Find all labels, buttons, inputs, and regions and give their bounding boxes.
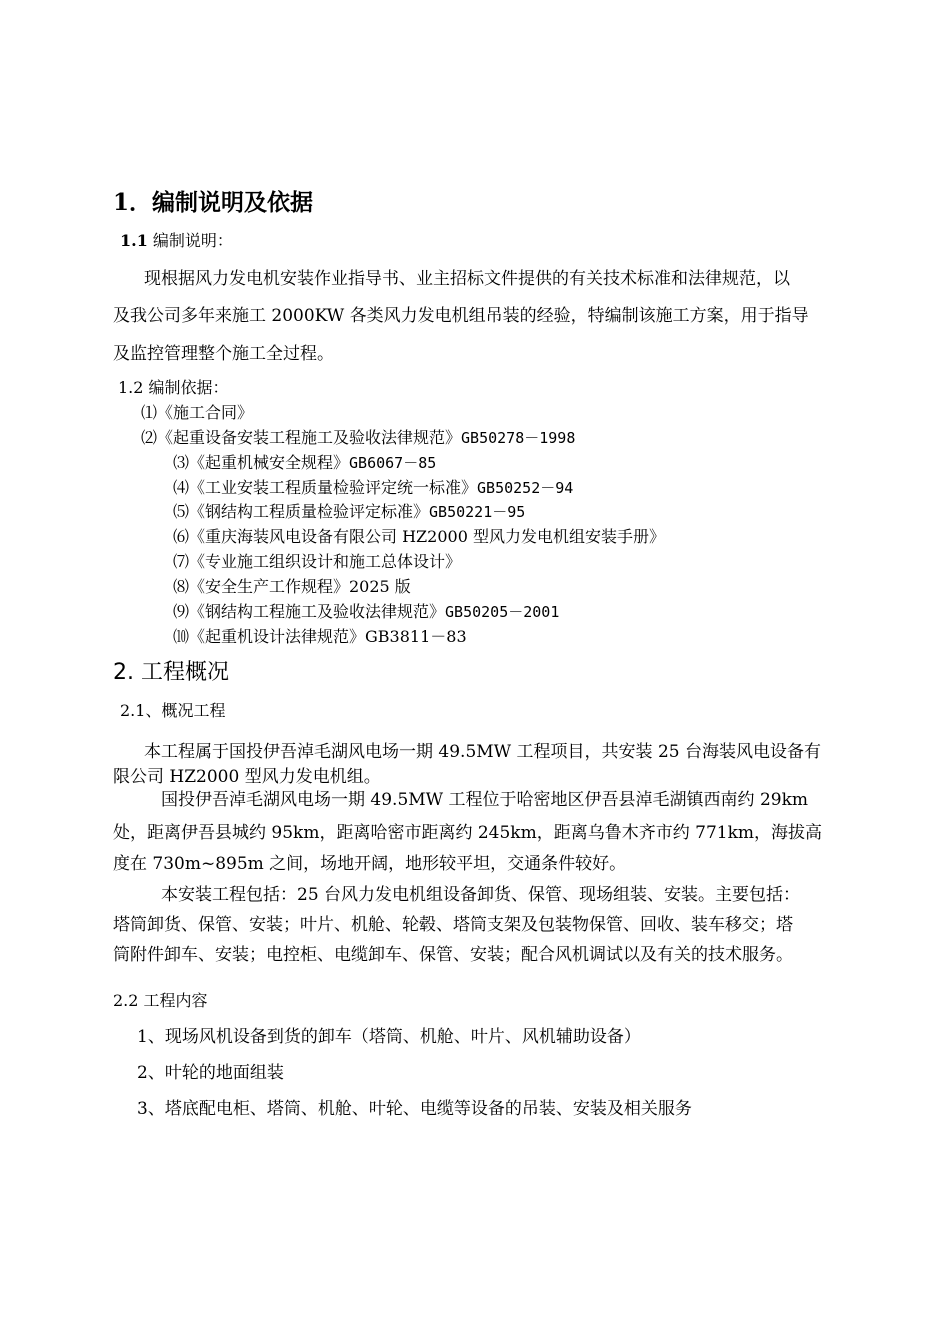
para-line: 及我公司多年来施工 2000KW 各类风力发电机组吊装的经验，特编制该施工方案，用于指导 — [113, 306, 809, 326]
reference-item: ⑺《专业施工组织设计和施工总体设计》 — [173, 552, 462, 571]
reference-item: ⑽《起重机设计法律规范》GB3811－83 — [173, 627, 467, 646]
para-line: 本安装工程包括：25 台风力发电机组设备卸货、保管、现场组装、安装。主要包括： — [161, 885, 801, 905]
subsection-1-1-number: 1.1 — [120, 231, 148, 250]
section-2-heading: 2. 工程概况 — [113, 660, 229, 685]
list-item: 1、现场风机设备到货的卸车（塔筒、机舱、叶片、风机辅助设备） — [137, 1027, 641, 1047]
reference-item: ⑹《重庆海装风电设备有限公司 HZ2000 型风力发电机组安装手册》 — [173, 527, 665, 546]
para-line: 度在 730m~895m 之间，场地开阔，地形较平坦，交通条件较好。 — [113, 854, 627, 874]
subsection-2-1-heading: 2.1、概况工程 — [120, 701, 226, 720]
para-line: 国投伊吾淖毛湖风电场一期 49.5MW 工程位于哈密地区伊吾县淖毛湖镇西南约 29km — [161, 790, 808, 810]
reference-item: ⑵《起重设备安装工程施工及验收法律规范》GB50278－1998 — [141, 428, 576, 447]
reference-item: ⑶《起重机械安全规程》GB6067－85 — [173, 453, 437, 472]
reference-item: ⑻《安全生产工作规程》2025 版 — [173, 577, 411, 596]
reference-item: ⑼《钢结构工程施工及验收法律规范》GB50205－2001 — [173, 602, 560, 621]
reference-item: ⑷《工业安装工程质量检验评定统一标准》GB50252－94 — [173, 478, 574, 497]
para-line: 筒附件卸车、安装；电控柜、电缆卸车、保管、安装；配合风机调试以及有关的技术服务。 — [113, 945, 793, 965]
reference-item: ⑴《施工合同》 — [141, 403, 254, 422]
para-line: 限公司 HZ2000 型风力发电机组。 — [113, 767, 381, 787]
list-item: 2、叶轮的地面组装 — [137, 1063, 284, 1083]
subsection-2-2-heading: 2.2 工程内容 — [113, 991, 208, 1010]
para-line: 及监控管理整个施工全过程。 — [113, 344, 334, 364]
section-1-heading: 1．编制说明及依据 — [113, 189, 314, 216]
subsection-1-1-title: 编制说明： — [147, 231, 233, 250]
subsection-1-1-heading — [120, 228, 233, 251]
reference-item: ⑸《钢结构工程质量检验评定标准》GB50221－95 — [173, 502, 526, 521]
para-line: 处，距离伊吾县城约 95km，距离哈密市距离约 245km，距离乌鲁木齐市约 771km，海拔高 — [113, 823, 823, 843]
para-line: 现根据风力发电机安装作业指导书、业主招标文件提供的有关技术标准和法律规范，以 — [144, 269, 790, 289]
para-line: 本工程属于国投伊吾淖毛湖风电场一期 49.5MW 工程项目，共安装 25 台海装风电设备有 — [144, 742, 821, 762]
para-line: 塔筒卸货、保管、安装；叶片、机舱、轮毂、塔筒支架及包装物保管、回收、装车移交；塔 — [113, 915, 793, 935]
subsection-1-2-heading: 1.2 编制依据： — [118, 378, 229, 397]
list-item: 3、塔底配电柜、塔筒、机舱、叶轮、电缆等设备的吊装、安装及相关服务 — [137, 1099, 692, 1119]
